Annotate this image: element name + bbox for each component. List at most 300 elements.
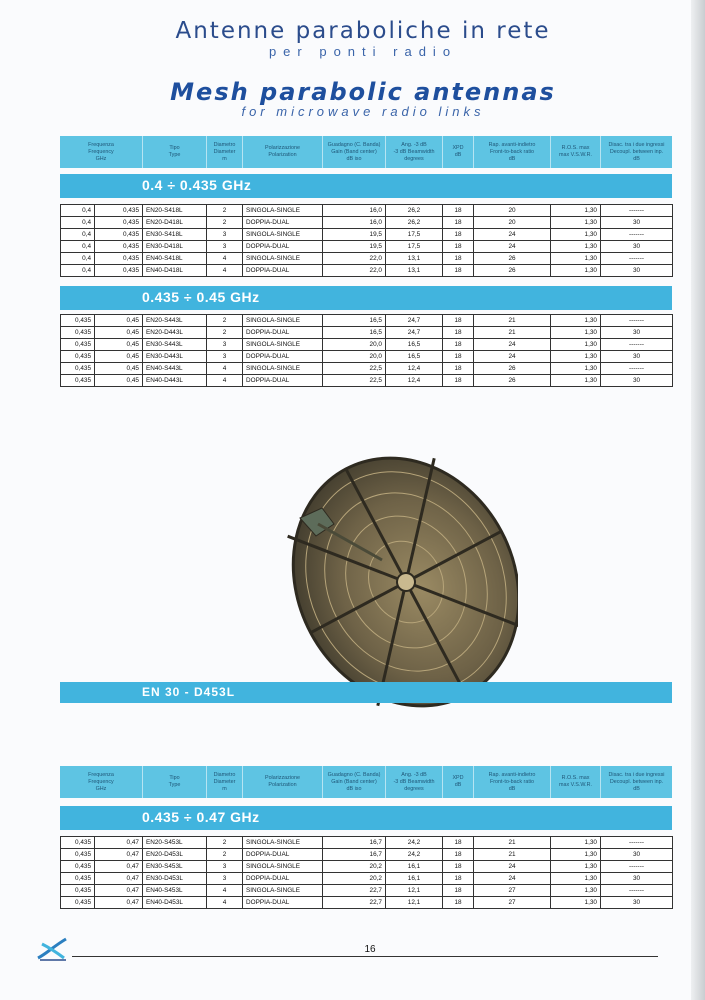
- table-cell: 16,5: [386, 339, 443, 351]
- table-cell: 26: [474, 375, 551, 387]
- table-cell: 0,435: [95, 229, 143, 241]
- table-cell: EN30-D418L: [143, 241, 207, 253]
- table-cell: 18: [443, 265, 474, 277]
- table-cell: -------: [601, 363, 673, 375]
- table-cell: 1,30: [551, 339, 601, 351]
- table-cell: DOPPIA-DUAL: [243, 849, 323, 861]
- column-header-text: dB iso: [346, 155, 362, 162]
- table-cell: 1,30: [551, 265, 601, 277]
- table-cell: 20: [474, 205, 551, 217]
- table-cell: SINGOLA-SINGLE: [243, 339, 323, 351]
- table-cell: DOPPIA-DUAL: [243, 217, 323, 229]
- column-header-text: dB iso: [346, 785, 362, 792]
- table-cell: 24,2: [386, 837, 443, 849]
- column-header-text: Polarization: [268, 782, 297, 788]
- table-header: [60, 766, 672, 798]
- table-cell: 17,5: [386, 241, 443, 253]
- column-header-text: Type: [168, 782, 181, 788]
- table-cell: 4: [207, 897, 243, 909]
- table-cell: SINGOLA-SINGLE: [243, 253, 323, 265]
- column-header-text: XPD: [452, 775, 464, 781]
- table-cell: 16,1: [386, 861, 443, 873]
- table-cell: 0,47: [95, 873, 143, 885]
- table-cell: 0,435: [61, 351, 95, 363]
- table-row: [61, 265, 673, 277]
- table-cell: DOPPIA-DUAL: [243, 265, 323, 277]
- table-row: [61, 363, 673, 375]
- table-cell: SINGOLA-SINGLE: [243, 837, 323, 849]
- table-cell: 30: [601, 897, 673, 909]
- band-label-text: 0.4 ÷ 0.435 GHz: [142, 177, 252, 193]
- subtitle-english: for microwave radio links: [241, 104, 485, 119]
- table-cell: 21: [474, 849, 551, 861]
- footer-rule: [72, 956, 658, 957]
- table-cell: 18: [443, 837, 474, 849]
- column-header: [242, 136, 322, 168]
- table-cell: EN30-S453L: [143, 861, 207, 873]
- column-header: [322, 766, 385, 798]
- table-row: [61, 861, 673, 873]
- table-cell: 0,435: [61, 837, 95, 849]
- table-cell: 2: [207, 327, 243, 339]
- column-header: [550, 766, 600, 798]
- table-cell: 13,1: [386, 265, 443, 277]
- column-header-text: Decoupl. between inp.: [609, 148, 664, 155]
- table-cell: 18: [443, 861, 474, 873]
- table-cell: EN30-S418L: [143, 229, 207, 241]
- column-header: [142, 136, 206, 168]
- column-header: [600, 136, 672, 168]
- table-cell: 0,47: [95, 897, 143, 909]
- table-cell: EN30-S443L: [143, 339, 207, 351]
- column-header-text: degrees: [404, 155, 424, 162]
- column-header-text: Polarization: [268, 152, 297, 158]
- table-cell: 0,4: [61, 241, 95, 253]
- band-label: [60, 174, 672, 198]
- table-cell: 30: [601, 873, 673, 885]
- table-cell: 0,435: [61, 897, 95, 909]
- table-cell: 20,0: [323, 339, 386, 351]
- column-header-text: dB: [633, 785, 640, 792]
- spec-table: [60, 204, 673, 277]
- table-cell: 20,0: [323, 351, 386, 363]
- page-number: 16: [364, 944, 376, 955]
- table-cell: 18: [443, 327, 474, 339]
- table-cell: 1,30: [551, 837, 601, 849]
- title-english: Mesh parabolic antennas: [170, 78, 556, 106]
- column-header: [142, 766, 206, 798]
- table-cell: DOPPIA-DUAL: [243, 327, 323, 339]
- column-header: [550, 136, 600, 168]
- column-header-text: dB: [508, 155, 516, 162]
- column-header-text: -3 dB Beamwidth: [393, 778, 435, 785]
- table-cell: 3: [207, 241, 243, 253]
- column-header-text: Frequency: [88, 778, 114, 785]
- table-cell: 1,30: [551, 315, 601, 327]
- table-cell: 1,30: [551, 229, 601, 241]
- table-cell: 30: [601, 217, 673, 229]
- table-cell: 19,5: [323, 241, 386, 253]
- table-cell: 1,30: [551, 327, 601, 339]
- column-header-text: Frequenza: [88, 771, 114, 778]
- table-cell: -------: [601, 229, 673, 241]
- column-header-text: max V.S.W.R.: [558, 152, 593, 158]
- table-cell: -------: [601, 315, 673, 327]
- column-header-text: Type: [168, 152, 181, 158]
- table-cell: 0,45: [95, 363, 143, 375]
- table-cell: 26: [474, 265, 551, 277]
- table-cell: 20,2: [323, 861, 386, 873]
- table-cell: 3: [207, 351, 243, 363]
- photo-caption-band: [60, 682, 672, 703]
- column-header-text: Frequenza: [88, 141, 114, 148]
- table-row: [61, 873, 673, 885]
- column-header-text: -3 dB Beamwidth: [393, 148, 435, 155]
- table-row: [61, 351, 673, 363]
- table-cell: 0,47: [95, 849, 143, 861]
- table-cell: 18: [443, 897, 474, 909]
- table-cell: 16,1: [386, 873, 443, 885]
- table-cell: 26,2: [386, 217, 443, 229]
- table-cell: 0,435: [61, 849, 95, 861]
- table-cell: -------: [601, 339, 673, 351]
- column-header-text: Disac. tra i due ingressi: [608, 771, 665, 778]
- table-cell: 21: [474, 837, 551, 849]
- table-cell: 1,30: [551, 375, 601, 387]
- table-cell: 16,7: [323, 837, 386, 849]
- column-header-text: dB: [454, 782, 462, 788]
- table-cell: 1,30: [551, 351, 601, 363]
- table-cell: 0,4: [61, 205, 95, 217]
- table-cell: SINGOLA-SINGLE: [243, 229, 323, 241]
- table-cell: 21: [474, 315, 551, 327]
- column-header-text: Polarizzazione: [264, 775, 301, 781]
- table-cell: 1,30: [551, 241, 601, 253]
- table-cell: EN20-S418L: [143, 205, 207, 217]
- table-cell: 26: [474, 363, 551, 375]
- table-cell: 21: [474, 327, 551, 339]
- table-cell: 3: [207, 861, 243, 873]
- column-header: [385, 766, 442, 798]
- table-cell: 1,30: [551, 873, 601, 885]
- column-header-text: Rap. avanti-indietro: [488, 771, 536, 778]
- table-cell: 18: [443, 849, 474, 861]
- table-cell: -------: [601, 885, 673, 897]
- table-cell: 4: [207, 253, 243, 265]
- band-label: [60, 806, 672, 830]
- table-cell: 17,5: [386, 229, 443, 241]
- table-cell: 16,0: [323, 217, 386, 229]
- table-cell: 18: [443, 873, 474, 885]
- table-cell: 0,45: [95, 315, 143, 327]
- table-cell: 1,30: [551, 885, 601, 897]
- column-header-text: Tipo: [169, 775, 180, 781]
- table-cell: 2: [207, 217, 243, 229]
- table-cell: 3: [207, 229, 243, 241]
- table-header: [60, 136, 672, 168]
- table-cell: 1,30: [551, 363, 601, 375]
- table-cell: 4: [207, 885, 243, 897]
- table-cell: 0,4: [61, 253, 95, 265]
- band-label: [60, 286, 672, 310]
- table-cell: 16,5: [323, 315, 386, 327]
- column-header: [322, 136, 385, 168]
- table-cell: 4: [207, 375, 243, 387]
- table-cell: 16,0: [323, 205, 386, 217]
- table-cell: 16,7: [323, 849, 386, 861]
- table-cell: 3: [207, 873, 243, 885]
- table-cell: 24: [474, 351, 551, 363]
- table-cell: 0,45: [95, 327, 143, 339]
- table-cell: 0,435: [61, 327, 95, 339]
- table-cell: SINGOLA-SINGLE: [243, 315, 323, 327]
- column-header: [206, 766, 242, 798]
- table-cell: 2: [207, 315, 243, 327]
- column-header-text: R.O.S. max: [561, 775, 590, 781]
- table-cell: EN40-S418L: [143, 253, 207, 265]
- column-header-text: Diameter: [213, 148, 236, 155]
- column-header-text: Rap. avanti-indietro: [488, 141, 536, 148]
- column-header-text: Front-to-back ratio: [489, 148, 535, 155]
- table-cell: 18: [443, 241, 474, 253]
- table-cell: 18: [443, 885, 474, 897]
- column-header-text: m: [222, 785, 227, 792]
- table-cell: SINGOLA-SINGLE: [243, 363, 323, 375]
- table-cell: 19,5: [323, 229, 386, 241]
- table-cell: 30: [601, 327, 673, 339]
- table-cell: SINGOLA-SINGLE: [243, 885, 323, 897]
- table-cell: 16,5: [323, 327, 386, 339]
- table-cell: 0,45: [95, 375, 143, 387]
- table-cell: 24: [474, 229, 551, 241]
- column-header-text: Guadagno (C. Banda): [327, 771, 381, 778]
- table-row: [61, 217, 673, 229]
- table-cell: 1,30: [551, 253, 601, 265]
- table-cell: 0,435: [61, 363, 95, 375]
- table-cell: 12,1: [386, 897, 443, 909]
- table-cell: EN20-S443L: [143, 315, 207, 327]
- column-header-text: GHz: [95, 155, 107, 162]
- table-cell: EN30-D443L: [143, 351, 207, 363]
- table-cell: 18: [443, 363, 474, 375]
- column-header: [600, 766, 672, 798]
- table-row: [61, 885, 673, 897]
- table-cell: EN40-D453L: [143, 897, 207, 909]
- table-cell: -------: [601, 837, 673, 849]
- table-cell: DOPPIA-DUAL: [243, 351, 323, 363]
- column-header-text: Diameter: [213, 778, 236, 785]
- table-cell: 22,0: [323, 253, 386, 265]
- table-cell: 0,47: [95, 885, 143, 897]
- table-cell: 12,1: [386, 885, 443, 897]
- column-header-text: degrees: [404, 785, 424, 792]
- column-header-text: Front-to-back ratio: [489, 778, 535, 785]
- table-cell: 0,435: [61, 375, 95, 387]
- column-header-text: Disac. tra i due ingressi: [608, 141, 665, 148]
- subtitle-italian: per ponti radio: [268, 44, 458, 59]
- table-cell: 24,7: [386, 327, 443, 339]
- table-cell: 1,30: [551, 861, 601, 873]
- table-cell: 22,0: [323, 265, 386, 277]
- column-header-text: m: [222, 155, 227, 162]
- table-cell: 3: [207, 339, 243, 351]
- column-header: [206, 136, 242, 168]
- table-row: [61, 339, 673, 351]
- table-cell: 18: [443, 217, 474, 229]
- table-cell: 0,435: [61, 885, 95, 897]
- table-cell: EN40-D418L: [143, 265, 207, 277]
- column-header: [442, 136, 473, 168]
- table-cell: 18: [443, 351, 474, 363]
- column-header-text: Diametro: [213, 141, 236, 148]
- table-cell: 18: [443, 315, 474, 327]
- table-cell: 0,435: [95, 217, 143, 229]
- column-header-text: GHz: [95, 785, 107, 792]
- table-cell: 2: [207, 849, 243, 861]
- table-cell: 0,4: [61, 265, 95, 277]
- band-label-text: 0.435 ÷ 0.47 GHz: [142, 809, 260, 825]
- column-header-text: XPD: [452, 145, 464, 151]
- column-header-text: dB: [454, 152, 462, 158]
- column-header-text: Guadagno (C. Banda): [327, 141, 381, 148]
- table-cell: 12,4: [386, 375, 443, 387]
- table-cell: DOPPIA-DUAL: [243, 897, 323, 909]
- table-cell: 30: [601, 265, 673, 277]
- spec-table: [60, 314, 673, 387]
- table-cell: 24: [474, 861, 551, 873]
- table-cell: 20,2: [323, 873, 386, 885]
- table-cell: 1,30: [551, 217, 601, 229]
- table-cell: 22,5: [323, 375, 386, 387]
- company-logo-icon: [36, 936, 70, 962]
- table-cell: 4: [207, 265, 243, 277]
- table-cell: EN20-D418L: [143, 217, 207, 229]
- table-cell: 0,435: [95, 253, 143, 265]
- table-cell: 30: [601, 375, 673, 387]
- table-row: [61, 849, 673, 861]
- column-header-text: max V.S.W.R.: [558, 782, 593, 788]
- table-cell: 18: [443, 375, 474, 387]
- table-cell: 22,7: [323, 885, 386, 897]
- table-cell: 27: [474, 897, 551, 909]
- table-cell: 18: [443, 229, 474, 241]
- table-cell: EN40-S453L: [143, 885, 207, 897]
- table-cell: 1,30: [551, 205, 601, 217]
- table-cell: 0,45: [95, 351, 143, 363]
- column-header-text: Gain (Band center): [331, 778, 377, 785]
- table-row: [61, 241, 673, 253]
- table-cell: 24,7: [386, 315, 443, 327]
- table-cell: 24: [474, 873, 551, 885]
- column-header: [442, 766, 473, 798]
- table-cell: 0,45: [95, 339, 143, 351]
- table-row: [61, 315, 673, 327]
- table-cell: 0,4: [61, 229, 95, 241]
- table-cell: 12,4: [386, 363, 443, 375]
- table-cell: -------: [601, 861, 673, 873]
- table-cell: 0,435: [95, 241, 143, 253]
- column-header-text: Polarizzazione: [264, 145, 301, 151]
- table-cell: 26,2: [386, 205, 443, 217]
- column-header-text: Diametro: [213, 771, 236, 778]
- table-row: [61, 205, 673, 217]
- table-cell: 13,1: [386, 253, 443, 265]
- table-row: [61, 253, 673, 265]
- spec-table: [60, 836, 673, 909]
- column-header: [60, 766, 142, 798]
- table-cell: 27: [474, 885, 551, 897]
- table-cell: -------: [601, 205, 673, 217]
- table-cell: 0,4: [61, 217, 95, 229]
- table-cell: SINGOLA-SINGLE: [243, 861, 323, 873]
- table-cell: 24,2: [386, 849, 443, 861]
- column-header-text: Tipo: [169, 145, 180, 151]
- table-cell: 4: [207, 363, 243, 375]
- table-row: [61, 837, 673, 849]
- column-header-text: dB: [508, 785, 516, 792]
- band-label-text: 0.435 ÷ 0.45 GHz: [142, 289, 260, 305]
- page-spine-shadow: [691, 0, 705, 1000]
- column-header: [60, 136, 142, 168]
- column-header: [242, 766, 322, 798]
- table-cell: 30: [601, 351, 673, 363]
- table-row: [61, 897, 673, 909]
- table-cell: EN30-D453L: [143, 873, 207, 885]
- table-cell: 1,30: [551, 849, 601, 861]
- column-header: [385, 136, 442, 168]
- title-italian: Antenne paraboliche in rete: [175, 18, 551, 44]
- table-cell: 2: [207, 205, 243, 217]
- column-header-text: Ang. -3 dB: [401, 771, 427, 778]
- column-header-text: Frequency: [88, 148, 114, 155]
- table-cell: EN40-S443L: [143, 363, 207, 375]
- table-cell: 24: [474, 241, 551, 253]
- table-cell: EN20-S453L: [143, 837, 207, 849]
- table-cell: 30: [601, 849, 673, 861]
- table-cell: EN20-D443L: [143, 327, 207, 339]
- photo-caption: EN 30 - D453L: [142, 685, 236, 699]
- table-cell: 24: [474, 339, 551, 351]
- table-row: [61, 375, 673, 387]
- column-header: [473, 136, 550, 168]
- table-cell: EN20-D453L: [143, 849, 207, 861]
- table-cell: 0,47: [95, 861, 143, 873]
- table-cell: 2: [207, 837, 243, 849]
- column-header-text: Ang. -3 dB: [401, 141, 427, 148]
- column-header-text: R.O.S. max: [561, 145, 590, 151]
- table-cell: SINGOLA-SINGLE: [243, 205, 323, 217]
- column-header-text: dB: [633, 155, 640, 162]
- table-row: [61, 229, 673, 241]
- table-cell: 1,30: [551, 897, 601, 909]
- table-cell: 30: [601, 241, 673, 253]
- table-cell: 16,5: [386, 351, 443, 363]
- table-cell: 20: [474, 217, 551, 229]
- table-cell: 0,435: [95, 205, 143, 217]
- table-cell: DOPPIA-DUAL: [243, 241, 323, 253]
- table-cell: 26: [474, 253, 551, 265]
- table-cell: 22,5: [323, 363, 386, 375]
- table-cell: -------: [601, 253, 673, 265]
- table-cell: DOPPIA-DUAL: [243, 873, 323, 885]
- table-row: [61, 327, 673, 339]
- table-cell: DOPPIA-DUAL: [243, 375, 323, 387]
- column-header-text: Decoupl. between inp.: [609, 778, 664, 785]
- table-cell: 18: [443, 205, 474, 217]
- table-cell: 0,435: [61, 861, 95, 873]
- table-cell: 18: [443, 253, 474, 265]
- table-cell: 0,435: [95, 265, 143, 277]
